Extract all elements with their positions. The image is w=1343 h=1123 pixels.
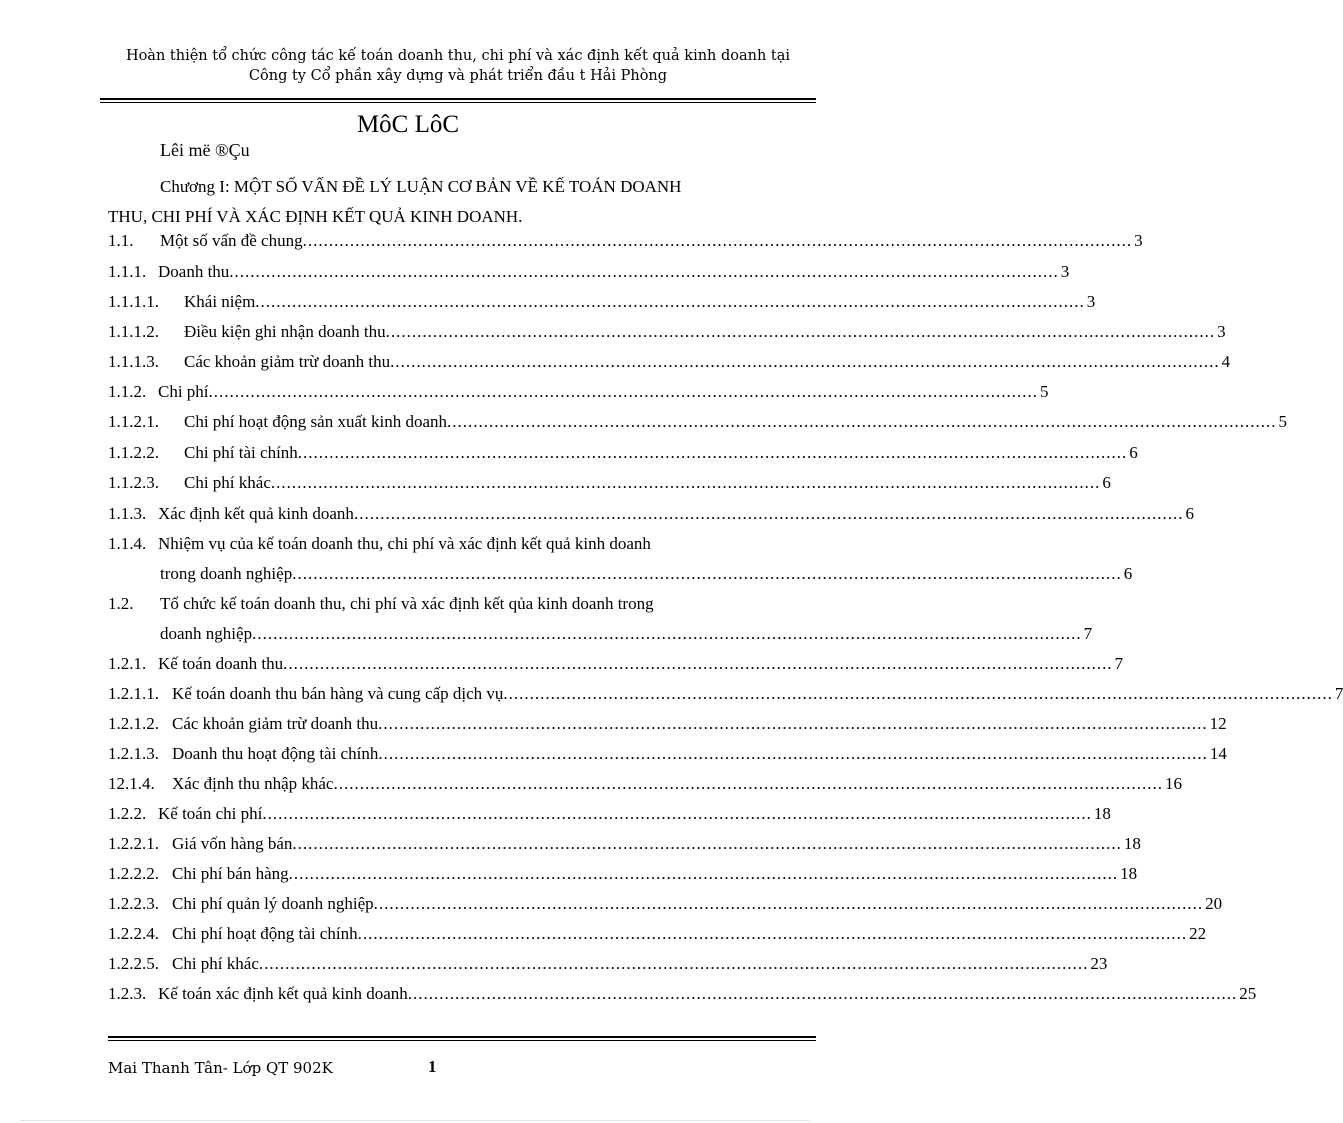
toc-entry-number: 1.1. (108, 231, 134, 250)
dot-leader: .............................................................................................................................................................. (503, 684, 1333, 703)
toc-entry[interactable] (108, 773, 1182, 795)
toc-entry-number: 1.1.3. (108, 504, 147, 523)
toc-entry-title: Tổ chức kế toán doanh thu, chi phí và xác định kết qủa kinh doanh trong (160, 594, 654, 613)
toc-entry-page: 6 (1185, 504, 1194, 523)
toc-entry[interactable] (108, 442, 1138, 464)
dot-leader: .............................................................................................................................................................. (353, 504, 1184, 523)
toc-entry-title: Kế toán doanh thu (158, 654, 284, 673)
toc-entry-number: 1.1.1.2. (108, 322, 159, 341)
toc-entry-title: Doanh thu hoạt động tài chính (172, 744, 379, 763)
toc-entry-title: Chi phí khác (172, 954, 259, 973)
toc-entry-page: 12 (1209, 714, 1227, 733)
toc-entry-number: 1.2.1.2. (108, 714, 159, 733)
toc-entry[interactable] (108, 893, 1223, 915)
toc-entry-number: 1.2.2.5. (108, 954, 159, 973)
toc-entry-number: 1.2. (108, 594, 134, 613)
toc-entry-title-cont: trong doanh nghiệp (160, 564, 293, 583)
toc-entry-title: Điều kiện ghi nhận doanh thu (184, 322, 386, 341)
dot-leader: .............................................................................................................................................................. (229, 262, 1059, 281)
toc-title: MôC LôC (356, 111, 460, 138)
toc-entry-page: 7 (1114, 654, 1124, 673)
toc-intro: Lêi më ®Çu (160, 140, 250, 160)
toc-entry-number: 1.1.2.2. (108, 443, 159, 462)
toc-entry-title: Các khoản giảm trừ doanh thu (184, 352, 391, 371)
toc-entry[interactable] (108, 743, 1227, 765)
chapter-heading (108, 172, 758, 232)
toc-entry-number: 1.1.2. (108, 382, 147, 401)
toc-entry[interactable] (108, 863, 1138, 885)
toc-entry[interactable] (108, 291, 1096, 313)
toc-entry-page: 3 (1060, 262, 1070, 281)
toc-entry-title: Các khoản giảm trừ doanh thu (172, 714, 379, 733)
dot-leader: .............................................................................................................................................................. (390, 352, 1220, 371)
toc-entry-continuation[interactable] (160, 623, 1093, 645)
toc-entry[interactable] (108, 593, 753, 615)
toc-entry-number: 1.1.4. (108, 534, 147, 553)
dot-leader: .............................................................................................................................................................. (447, 412, 1277, 431)
toc-entry[interactable] (108, 533, 753, 555)
toc-entry-page: 22 (1189, 924, 1207, 943)
dot-leader: .............................................................................................................................................................. (270, 473, 1101, 492)
toc-entry-title: Chi phí hoạt động tài chính (172, 924, 358, 943)
toc-entry-page: 6 (1123, 564, 1133, 583)
toc-entry[interactable] (108, 983, 1257, 1005)
toc-entry-page: 16 (1164, 774, 1182, 793)
toc-entry-number: 1.1.2.1. (108, 412, 159, 431)
toc-entry-title: Kế toán xác định kết quả kinh doanh (158, 984, 408, 1003)
toc-entry-page: 3 (1134, 231, 1143, 250)
header-line-2: Công ty Cổ phần xây dựng và phát triển đầu t Hải Phòng (248, 68, 668, 84)
dot-leader: .............................................................................................................................................................. (288, 864, 1119, 883)
toc-entry-title: Giá vốn hàng bán (172, 834, 293, 853)
toc-entry-number: 1.1.1. (108, 262, 147, 281)
toc-entry[interactable] (108, 683, 1343, 705)
dot-leader: .............................................................................................................................................................. (297, 443, 1128, 462)
toc-entry-number: 12.1.4. (108, 774, 155, 793)
dot-leader: .............................................................................................................................................................. (292, 564, 1122, 583)
toc-entry-title: Chi phí (158, 382, 209, 401)
toc-entry[interactable] (108, 923, 1207, 945)
footer-author: Mai Thanh Tân- Lớp QT 902K (108, 1059, 333, 1077)
toc-entry-number: 1.2.1.1. (108, 684, 159, 703)
toc-entry-page: 5 (1040, 382, 1049, 401)
toc-entry-title: Chi phí hoạt động sản xuất kinh doanh (184, 412, 448, 431)
toc-entry-title: Nhiệm vụ của kế toán doanh thu, chi phí và xác định kết quả kinh doanh (158, 534, 651, 553)
toc-entry-title: Chi phí quản lý doanh nghiệp (172, 894, 374, 913)
toc-entry-number: 1.2.2. (108, 804, 147, 823)
toc-entry[interactable] (108, 472, 1111, 494)
dot-leader: .............................................................................................................................................................. (262, 804, 1092, 823)
toc-entry-title: Doanh thu (158, 262, 230, 281)
dot-leader: .............................................................................................................................................................. (255, 292, 1085, 311)
toc-entry-title: Chi phí bán hàng (172, 864, 289, 883)
toc-entry-number: 1.1.2.3. (108, 473, 159, 492)
dot-leader: .............................................................................................................................................................. (258, 954, 1089, 973)
header-rule (100, 98, 816, 103)
toc-entry-page: 3 (1217, 322, 1226, 341)
toc-entry[interactable] (108, 381, 1049, 403)
dot-leader: .............................................................................................................................................................. (252, 624, 1082, 643)
toc-entry[interactable] (108, 261, 1070, 283)
header-line-1: Hoàn thiện tổ chức công tác kế toán doanh thu, chi phí và xác định kết quả kinh doanh tại (125, 48, 791, 64)
toc-entry[interactable] (108, 803, 1111, 825)
toc-entry-number: 1.2.2.1. (108, 834, 159, 853)
toc-entry-page: 3 (1086, 292, 1096, 311)
toc-entry-page: 18 (1093, 804, 1111, 823)
toc-entry-title: Một số vấn đề chung (160, 231, 303, 250)
toc-entry-page: 18 (1120, 864, 1138, 883)
toc-entry-number: 1.2.1.3. (108, 744, 159, 763)
dot-leader: .............................................................................................................................................................. (333, 774, 1163, 793)
page-number: 1 (428, 1057, 437, 1076)
toc-entry-page: 14 (1209, 744, 1227, 763)
toc-entry-title: Khái niệm (184, 292, 256, 311)
dot-leader: .............................................................................................................................................................. (385, 322, 1216, 341)
dot-leader: .............................................................................................................................................................. (292, 834, 1122, 853)
toc-entry-title: Xác định kết quả kinh doanh (158, 504, 354, 523)
toc-entry-continuation[interactable] (160, 563, 1133, 585)
toc-entry-title: Chi phí khác (184, 473, 271, 492)
toc-entry[interactable] (108, 953, 1108, 975)
toc-entry-number: 1.1.1.3. (108, 352, 159, 371)
toc-entry[interactable] (108, 833, 1141, 855)
toc-entry-number: 1.2.2.3. (108, 894, 159, 913)
toc-entry-title: Kế toán chi phí (158, 804, 263, 823)
toc-entry-page: 6 (1102, 473, 1111, 492)
toc-entry-page: 20 (1205, 894, 1223, 913)
toc-entry[interactable] (108, 503, 1194, 525)
toc-entry-title: Chi phí tài chính (184, 443, 298, 462)
toc-entry[interactable] (108, 653, 1124, 675)
toc-entry-title: Xác định thu nhập khác (172, 774, 334, 793)
dot-leader: .............................................................................................................................................................. (373, 894, 1204, 913)
toc-entry-page: 23 (1090, 954, 1108, 973)
toc-entry-number: 1.1.1.1. (108, 292, 159, 311)
toc-entry-title-cont: doanh nghiệp (160, 624, 253, 643)
toc-entry[interactable] (108, 411, 1288, 433)
page-bottom-border (20, 1120, 810, 1121)
toc-entry[interactable] (108, 713, 1227, 735)
dot-leader: .............................................................................................................................................................. (302, 231, 1133, 250)
chapter-line-2: THU, CHI PHÍ VÀ XÁC ĐỊNH KẾT QUẢ KINH DOANH. (108, 207, 523, 226)
toc-entry-title: Kế toán doanh thu bán hàng và cung cấp dịch vụ (172, 684, 504, 703)
chapter-line-1: Chương I: MỘT SỐ VẤN ĐỀ LÝ LUẬN CƠ BẢN VỀ KẾ TOÁN DOANH (160, 177, 682, 196)
dot-leader: .............................................................................................................................................................. (378, 714, 1208, 733)
dot-leader: .............................................................................................................................................................. (208, 382, 1039, 401)
toc-entry-page: 25 (1239, 984, 1257, 1003)
running-header (100, 46, 816, 86)
dot-leader: .............................................................................................................................................................. (378, 744, 1208, 763)
toc-entry[interactable] (108, 321, 1226, 343)
toc-entry-page: 7 (1334, 684, 1343, 703)
toc-entry-number: 1.2.2.2. (108, 864, 159, 883)
toc-entry-page: 5 (1278, 412, 1288, 431)
footer-rule (108, 1036, 816, 1041)
dot-leader: .............................................................................................................................................................. (357, 924, 1188, 943)
toc-entry[interactable] (108, 230, 1143, 252)
toc-entry[interactable] (108, 351, 1231, 373)
toc-entry-page: 18 (1123, 834, 1141, 853)
dot-leader: .............................................................................................................................................................. (283, 654, 1113, 673)
toc-entry-page: 7 (1083, 624, 1093, 643)
dot-leader: .............................................................................................................................................................. (407, 984, 1238, 1003)
toc-entry-number: 1.2.3. (108, 984, 147, 1003)
toc-entry-number: 1.2.2.4. (108, 924, 159, 943)
toc-entry-number: 1.2.1. (108, 654, 147, 673)
toc-entry-page: 4 (1221, 352, 1231, 371)
toc-entry-page: 6 (1129, 443, 1138, 462)
